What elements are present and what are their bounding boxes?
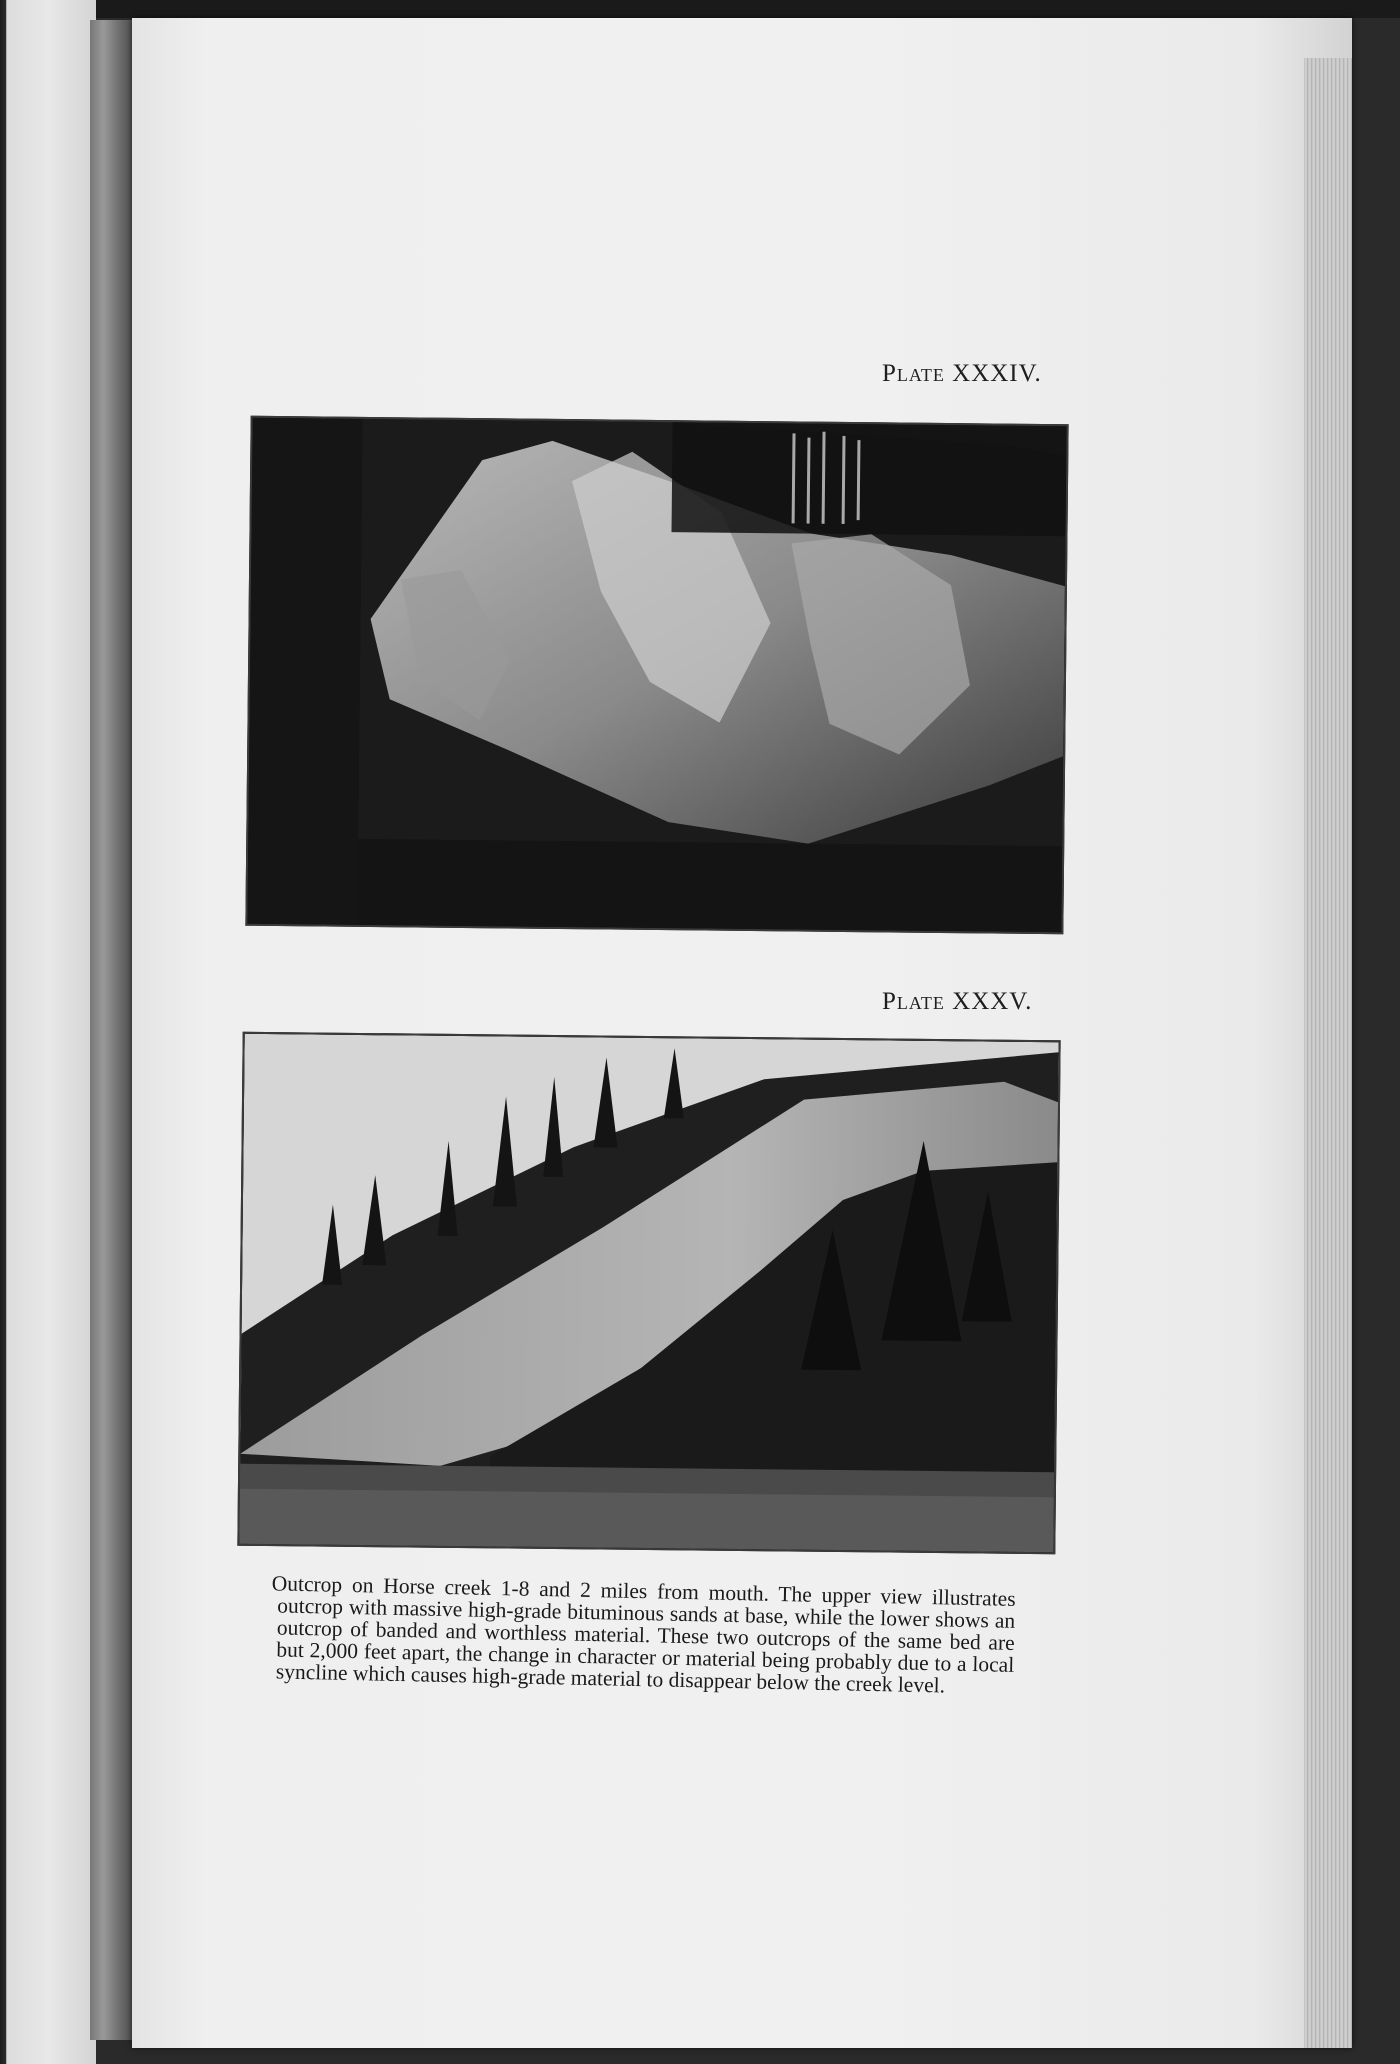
plate-label-upper: Plate XXXIV. bbox=[882, 360, 1042, 387]
photo-upper-outcrop bbox=[245, 416, 1068, 935]
plate-label-lower: Plate XXXV. bbox=[882, 988, 1033, 1015]
facing-page-edge bbox=[0, 0, 96, 2064]
scanner-top-band bbox=[0, 0, 1400, 18]
photo-lower-outcrop bbox=[237, 1032, 1060, 1555]
page-fore-edge bbox=[1304, 58, 1352, 2048]
caption-text: Outcrop on Horse creek 1-8 and 2 miles from mouth. The upper view illustrates outcrop with massive high-grade bituminous sands at base, while the lower shows an outcrop of banded and worthless material. These two outcrops of the same bed are but 2,000 feet apart, the change in character or material being probably due to a local syncline which causes high-grade material to disappear below the creek level. bbox=[271, 1571, 1016, 1698]
book-spine bbox=[90, 20, 134, 2040]
figure-caption bbox=[254, 1572, 1016, 1698]
